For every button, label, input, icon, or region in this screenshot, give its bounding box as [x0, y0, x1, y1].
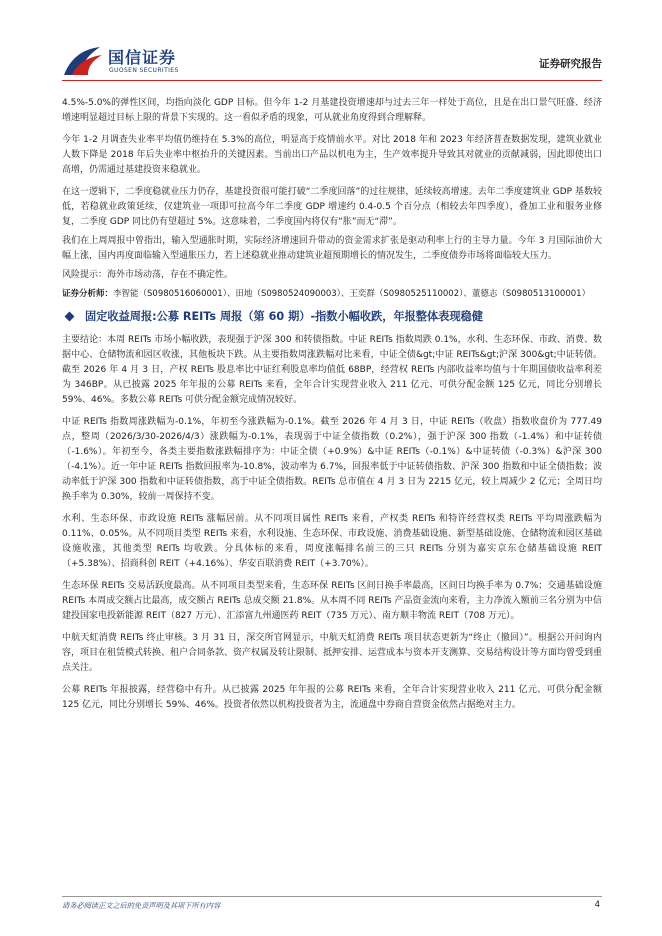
- paragraph: 4.5%-5.0%的弹性区间，均指向淡化 GDP 目标。但今年 1-2 月基建投资增速却与过去三年一样处于高位，且是在出口景气旺盛、经济增速明显超过目标上限的背景下实现的。这一看似矛盾的现象，可从就业角度得到合理解释。: [62, 98, 602, 123]
- section-title: 固定收益周报:公募 REITs 周报（第 60 期）-指数小幅收跌，年报整体表现稳健: [85, 310, 483, 323]
- paragraph: 生态环保 REITs 交易活跃度最高。从不同项目类型来看，生态环保 REITs 区间日换手率最高，区间日均换手率为 0.7%；交通基础设施 REITs 本周成交额占比最高，成交额占 REITs 总成交额 21.8%。从本周不同 REITs 产品资金流向来看，主力净流入额前三名分别为中信建投国家电投新能源 REIT（827 万元）、汇添富九州通医药 REIT（735 万元）、南方顺丰物流 REIT（708 万元）。: [62, 581, 602, 621]
- risk-warning: 风险提示：海外市场动荡，存在不确定性。: [62, 270, 234, 280]
- guosen-logo-mark-icon: [62, 45, 104, 79]
- paragraph: 中证 REITs 指数周涨跌幅为-0.1%，年初至今涨跌幅为-0.1%。截至 2026 年 4 月 3 日，中证 REITs（收盘）指数收盘价为 777.49 点，整周（2026/3/30-2026/4/3）涨跌幅为-0.1%，表现弱于中证全债指数（0.2%），强于沪深 300 指数（-1.4%）和中证转债（-1.6%）。年初至今，各类主要指数涨跌幅排序为：中证全债（+0.9%）&中证 REITs（-0.1%）&中证转债（-0.3%）&沪深 300（-4.1%）。近一年中证 REITs 指数回报率为-10.8%，波动率为 6.7%，回报率低于中证转债指数、沪深 300 指数和中证全债指数；波动率低于沪深 300 指数和中证转债指数，高于中证全债指数。REITs 总市值在 4 月 3 日为 2215 亿元，较上周减少 2 亿元；全周日均换手率为 0.30%，较前一周保持不变。: [62, 417, 602, 502]
- page-content: [62, 96, 602, 720]
- diamond-bullet-icon: [65, 311, 75, 321]
- report-type-label: 证券研究报告: [539, 58, 602, 70]
- paragraph: 主要结论：本周 REITs 市场小幅收跌，表现强于沪深 300 和转债指数。中证 REITs 指数周跌 0.1%，水利、生态环保、市政、消费、数据中心、仓储物流和园区收涨，其他板块下跌。从主要指数周涨跌幅对比来看，中证全债&gt;中证 REITs&gt;沪深 300&gt;中证转债。截至 2026 年 4 月 3 日，产权 REITs 股息率比中证红利股息率均值低 68BP，经营权 REITs 内部收益率均值与十年期国债收益率利差为 346BP。从已披露 2025 年年报的公募 REITs 来看，全年合计实现营业收入 211 亿元、可供分配金额 125 亿元，同比分别增长 59%、46%。多数公募 REITs 可供分配金额完成情况较好。: [62, 335, 602, 405]
- paragraph: 中航天虹消费 REITs 终止审核。3 月 31 日，深交所官网显示，中航天虹消费 REITs 项目状态更新为“终止（撤回）”。根据公开问询内容，项目在租赁模式转换、租户合同条款、资产权属及转让限制、抵押安排、运营成本与资本开支测算、交易结构设计等方面均曾受到重点关注。: [62, 633, 603, 673]
- guosen-logo: [62, 45, 262, 81]
- disclaimer-note: 请务必阅读正文之后的免责声明及其项下所有内容: [62, 901, 221, 910]
- paragraph: 今年 1-2 月调查失业率平均值仍维持在 5.3%的高位，明显高于疫情前水平。对比 2018 年和 2023 年经济普查数据发现，建筑业就业人数下降是 2018 年后失业率中枢抬升的关键因素。当前出口产品以机电为主，生产效率提升导致其对就业的贡献减弱，因此即使出口高增，仍需通过基建投资来稳就业。: [62, 135, 602, 175]
- paragraph: 公募 REITs 年报披露，经营稳中有升。从已披露 2025 年年报的公募 REITs 来看，全年合计实现营业收入 211 亿元、可供分配金额 125 亿元，同比分别增长 59%、46%。投资者依然以机构投资者为主，流通盘中券商自营资金依然占据绝对主力。: [62, 685, 602, 710]
- paragraph: 我们在上周周报中曾指出，输入型通胀时期，实际经济增速回升带动的资金需求扩张是驱动利率上行的主导力量。今年 3 月国际油价大幅上涨，国内再度面临输入型通胀压力，若上述稳就业推动建筑业超预期增长的情况发生，二季度债券市场将面临较大压力。: [62, 236, 602, 261]
- footer-divider: [62, 896, 602, 897]
- page-header: [62, 40, 602, 82]
- logo-chinese-name: 国信证券: [108, 48, 177, 67]
- page-number: 4: [594, 900, 600, 910]
- logo-english-name: GUOSEN SECURITIES: [109, 67, 179, 74]
- analyst-list: [62, 287, 602, 302]
- paragraph: 在这一逻辑下，二季度稳就业压力仍存，基建投资很可能打破“二季度回落”的过往规律，延续较高增速。去年二季度建筑业 GDP 基数较低，若稳就业政策延续，仅建筑业一项即可拉高今年二季度 GDP 增速约 0.4-0.5 个百分点（相较去年四季度），叠加工业和服务业修复，二季度 GDP 同比仍有望超过 5%。这意味着，二季度国内将仅有“胀”而无“滞”。: [62, 187, 602, 227]
- section-heading: [62, 308, 602, 324]
- analyst-names: 李智能（S0980516060001）、田地（S0980524090003）、王奕群（S0980525110002）、董德志（S0980513100001）: [113, 289, 591, 299]
- header-divider: [62, 80, 602, 81]
- paragraph: 水利、生态环保、市政设施 REITs 涨幅居前。从不同项目属性 REITs 来看，产权类 REITs 和特许经营权类 REITs 平均周涨跌幅为 0.11%、0.05%。从不同项目类型 REITs 来看，水利设施、生态环保、市政设施、消费基础设施、新型基础设施、仓储物流和园区基础设施收涨，其他类型 REITs 均收跌。分具体标的来看，周度涨幅排名前三的三只 REITs 分别为嘉实京东仓储基础设施 REIT（+5.38%）、招商科创 REIT（+4.16%）、华安百联消费 REIT（+3.70%）。: [62, 514, 602, 569]
- analyst-label: 证券分析师：: [62, 289, 114, 299]
